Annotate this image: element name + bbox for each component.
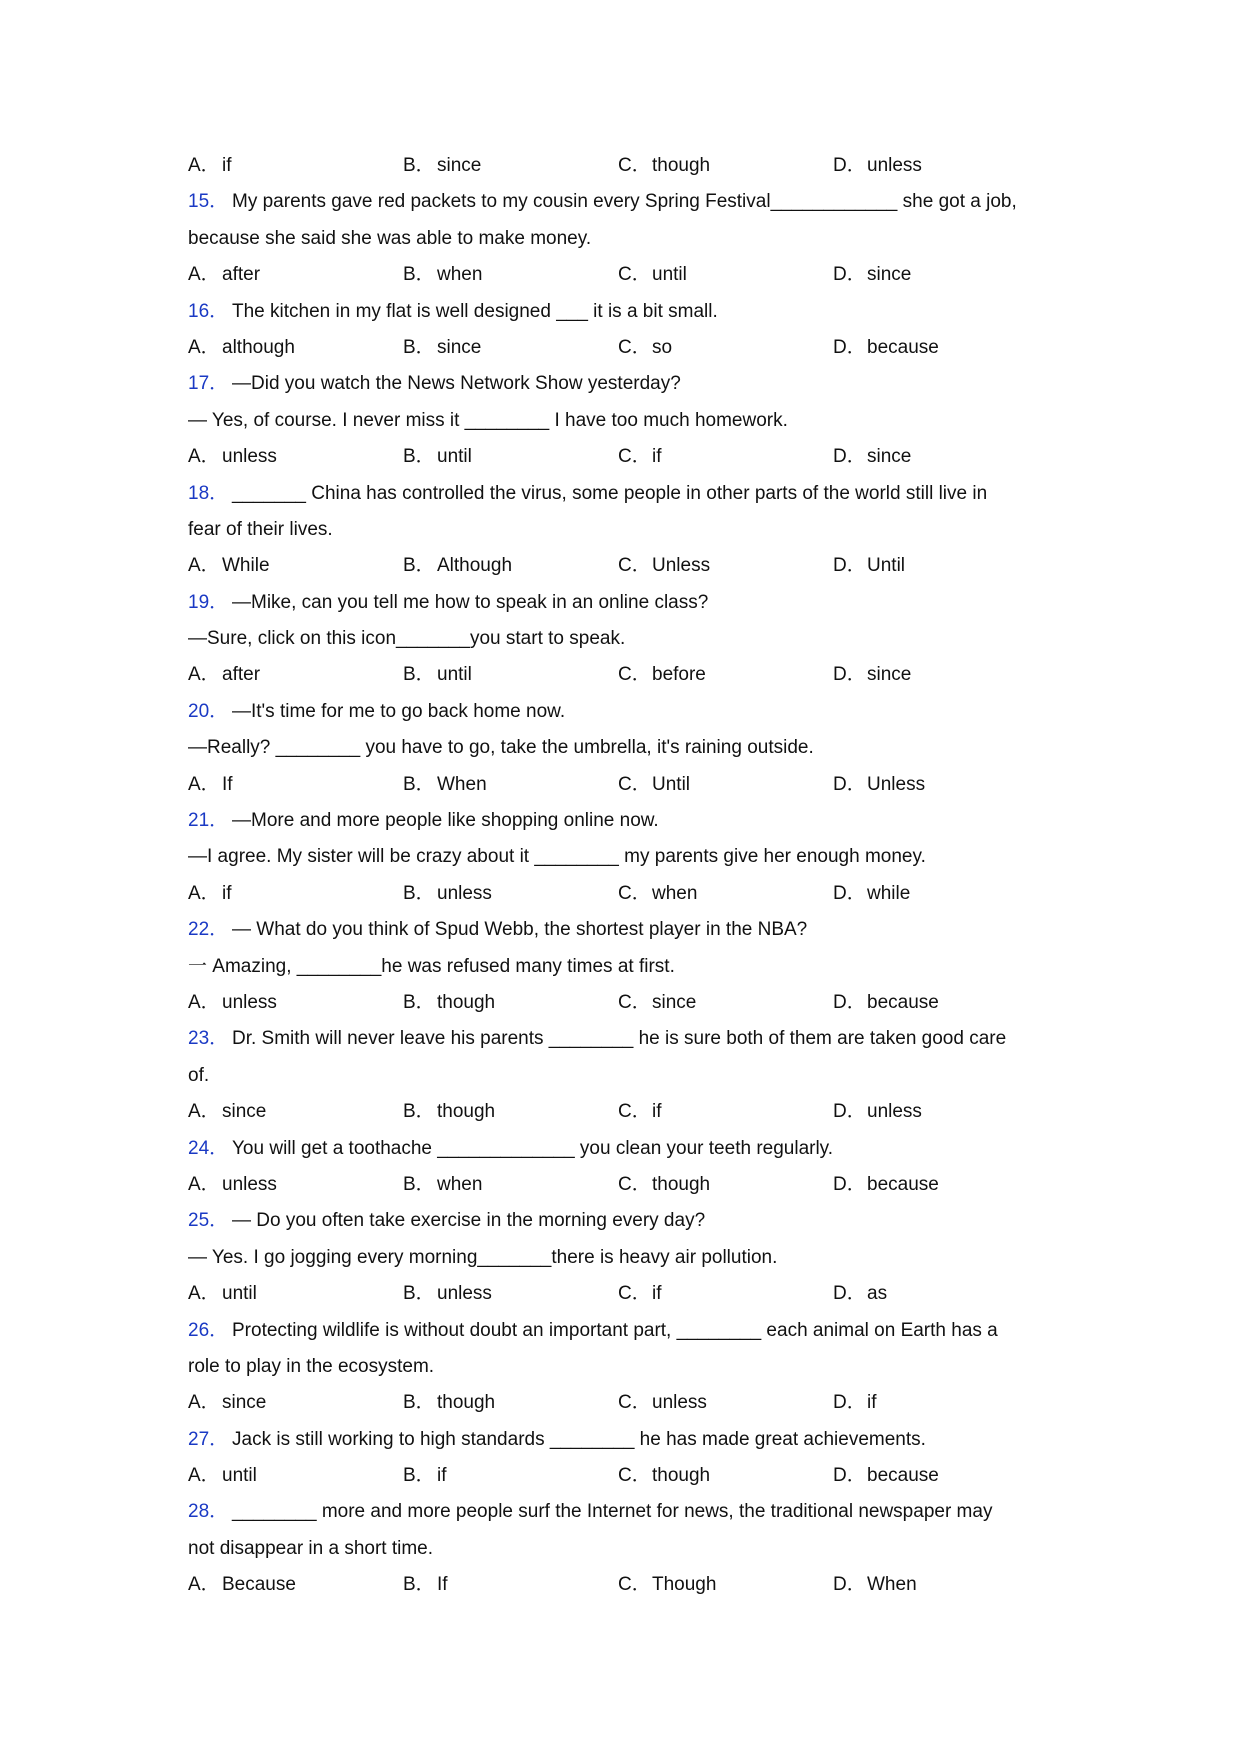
question-stem xyxy=(188,184,1058,220)
option-text: unless xyxy=(867,155,922,176)
option-b xyxy=(403,548,618,584)
option-letter: B． xyxy=(403,991,435,1013)
question-text: — Yes, of course. I never miss it ________ I have too much homework. xyxy=(188,409,788,431)
option-d xyxy=(833,1167,1048,1203)
option-text: because xyxy=(867,1465,939,1487)
option-text: Though xyxy=(652,1574,717,1596)
option-c xyxy=(618,439,833,475)
question-text: —Did you watch the News Network Show yesterday? xyxy=(232,373,681,395)
question-text: —Mike, can you tell me how to speak in an online class? xyxy=(232,591,709,613)
option-letter: D． xyxy=(833,1392,866,1414)
option-d xyxy=(833,439,1048,475)
option-letter: D． xyxy=(833,1101,866,1123)
option-text: When xyxy=(867,1574,917,1596)
question-stem xyxy=(188,912,1058,948)
option-text: unless xyxy=(652,1392,707,1414)
option-letter: A． xyxy=(188,664,220,686)
option-letter: A． xyxy=(188,1392,220,1414)
option-d xyxy=(833,985,1048,1021)
option-c xyxy=(618,1567,833,1603)
question-text: fear of their lives. xyxy=(188,518,333,540)
question-text: The kitchen in my flat is well designed ___ it is a bit small. xyxy=(232,300,718,322)
option-row xyxy=(188,985,1058,1021)
question-text: _______ China has controlled the virus, some people in other parts of the world still live in xyxy=(232,482,988,504)
option-d xyxy=(833,330,1048,366)
option-letter: C． xyxy=(618,1283,651,1305)
option-text: Unless xyxy=(867,773,926,795)
question-text: — Yes. I go jogging every morning_______there is heavy air pollution. xyxy=(188,1246,778,1268)
option-text: if xyxy=(652,1283,662,1305)
option-text: because xyxy=(867,336,939,358)
option-text: since xyxy=(867,664,912,686)
question-number: 24． xyxy=(188,1137,229,1159)
question-text: because she said she was able to make money. xyxy=(188,227,592,249)
option-text: until xyxy=(437,664,472,686)
option-a xyxy=(188,548,403,584)
option-a xyxy=(188,657,403,693)
question-number: 18． xyxy=(188,482,229,504)
option-b xyxy=(403,876,618,912)
option-text: though xyxy=(652,1173,711,1195)
option-row xyxy=(188,876,1058,912)
question-text: not disappear in a short time. xyxy=(188,1537,434,1559)
option-d xyxy=(833,876,1048,912)
question-number: 22． xyxy=(188,919,229,941)
option-a xyxy=(188,1276,403,1312)
option-letter: A． xyxy=(188,1101,220,1123)
option-d xyxy=(833,1276,1048,1312)
question-stem xyxy=(188,1422,1058,1458)
option-b xyxy=(403,985,618,1021)
option-letter: C． xyxy=(618,1574,651,1596)
option-a xyxy=(188,148,403,184)
question-text: Jack is still working to high standards ________ he has made great achievements. xyxy=(232,1428,926,1450)
question-stem-continued xyxy=(188,839,1058,875)
question-text: —Sure, click on this icon_______you start to speak. xyxy=(188,628,626,650)
option-letter: B． xyxy=(403,336,435,358)
option-text: since xyxy=(652,991,697,1013)
option-letter: B． xyxy=(403,155,435,176)
option-d xyxy=(833,257,1048,293)
option-text: because xyxy=(867,991,939,1013)
option-b xyxy=(403,1094,618,1130)
option-c xyxy=(618,1458,833,1494)
option-text: Because xyxy=(222,1574,296,1596)
option-row xyxy=(188,1276,1058,1312)
option-row xyxy=(188,148,1058,184)
question-list xyxy=(188,148,1058,1604)
option-c xyxy=(618,985,833,1021)
option-text: after xyxy=(222,264,261,286)
option-row xyxy=(188,767,1058,803)
option-letter: D． xyxy=(833,555,866,577)
option-row xyxy=(188,657,1058,693)
option-d xyxy=(833,767,1048,803)
option-text: while xyxy=(867,882,911,904)
option-text: When xyxy=(437,773,487,795)
option-row xyxy=(188,548,1058,584)
option-c xyxy=(618,148,833,184)
option-letter: B． xyxy=(403,1173,435,1195)
option-b xyxy=(403,439,618,475)
option-b xyxy=(403,148,618,184)
question-stem xyxy=(188,1313,1058,1349)
option-letter: C． xyxy=(618,336,651,358)
option-a xyxy=(188,767,403,803)
option-letter: C． xyxy=(618,1101,651,1123)
option-letter: A． xyxy=(188,264,220,286)
question-number: 28． xyxy=(188,1501,229,1523)
question-number: 25． xyxy=(188,1210,229,1232)
question-stem-continued xyxy=(188,1058,1058,1094)
option-letter: C． xyxy=(618,991,651,1013)
option-row xyxy=(188,1385,1058,1421)
option-b xyxy=(403,767,618,803)
option-text: until xyxy=(222,1465,257,1487)
option-letter: C． xyxy=(618,882,651,904)
option-d xyxy=(833,1094,1048,1130)
question-text: —I agree. My sister will be crazy about it ________ my parents give her enough money. xyxy=(188,846,926,868)
question-stem xyxy=(188,585,1058,621)
question-text: Dr. Smith will never leave his parents ________ he is sure both of them are taken good care xyxy=(232,1028,1007,1050)
option-c xyxy=(618,548,833,584)
option-d xyxy=(833,657,1048,693)
option-text: since xyxy=(867,264,912,286)
option-text: although xyxy=(222,336,295,358)
option-text: though xyxy=(652,155,711,176)
option-letter: C． xyxy=(618,1173,651,1195)
option-c xyxy=(618,257,833,293)
option-text: Until xyxy=(867,555,906,577)
question-stem xyxy=(188,694,1058,730)
question-text: role to play in the ecosystem. xyxy=(188,1355,435,1377)
option-letter: A． xyxy=(188,773,220,795)
option-text: since xyxy=(867,446,912,468)
option-a xyxy=(188,985,403,1021)
option-text: While xyxy=(222,555,270,577)
question-stem xyxy=(188,476,1058,512)
question-text: —More and more people like shopping online now. xyxy=(232,810,659,832)
option-c xyxy=(618,767,833,803)
option-letter: A． xyxy=(188,336,220,358)
option-text: since xyxy=(222,1392,267,1414)
question-stem-continued xyxy=(188,621,1058,657)
option-letter: D． xyxy=(833,155,866,176)
question-stem-continued xyxy=(188,1531,1058,1567)
option-c xyxy=(618,1167,833,1203)
option-b xyxy=(403,1567,618,1603)
option-a xyxy=(188,1167,403,1203)
option-text: if xyxy=(437,1465,447,1487)
option-b xyxy=(403,1167,618,1203)
question-number: 17． xyxy=(188,373,229,395)
option-row xyxy=(188,439,1058,475)
option-letter: C． xyxy=(618,664,651,686)
option-c xyxy=(618,330,833,366)
option-letter: A． xyxy=(188,446,220,468)
option-d xyxy=(833,1385,1048,1421)
option-letter: B． xyxy=(403,773,435,795)
question-number: 21． xyxy=(188,810,229,832)
option-letter: B． xyxy=(403,1101,435,1123)
option-letter: A． xyxy=(188,991,220,1013)
option-text: unless xyxy=(437,1283,492,1305)
question-number: 16． xyxy=(188,300,229,322)
option-text: when xyxy=(437,1173,483,1195)
option-letter: B． xyxy=(403,1392,435,1414)
option-text: after xyxy=(222,664,261,686)
option-c xyxy=(618,1094,833,1130)
option-text: if xyxy=(652,1101,662,1123)
option-letter: A． xyxy=(188,882,220,904)
question-stem xyxy=(188,1203,1058,1239)
option-letter: A． xyxy=(188,1465,220,1487)
question-text: of. xyxy=(188,1064,210,1086)
option-letter: D． xyxy=(833,1283,866,1305)
option-text: Until xyxy=(652,773,691,795)
option-letter: D． xyxy=(833,991,866,1013)
option-text: before xyxy=(652,664,706,686)
option-letter: C． xyxy=(618,555,651,577)
option-letter: D． xyxy=(833,882,866,904)
question-number: 27． xyxy=(188,1428,229,1450)
option-letter: C． xyxy=(618,1392,651,1414)
option-text: until xyxy=(222,1283,257,1305)
option-letter: D． xyxy=(833,1574,866,1596)
option-text: Unless xyxy=(652,555,711,577)
option-letter: C． xyxy=(618,446,651,468)
option-letter: B． xyxy=(403,446,435,468)
option-letter: A． xyxy=(188,1283,220,1305)
option-text: Although xyxy=(437,555,513,577)
option-letter: B． xyxy=(403,1574,435,1596)
question-stem-continued xyxy=(188,949,1058,985)
option-c xyxy=(618,876,833,912)
option-text: unless xyxy=(222,991,277,1013)
question-stem xyxy=(188,294,1058,330)
option-letter: D． xyxy=(833,336,866,358)
option-a xyxy=(188,1385,403,1421)
option-letter: B． xyxy=(403,1283,435,1305)
option-d xyxy=(833,1458,1048,1494)
question-stem-continued xyxy=(188,730,1058,766)
option-letter: D． xyxy=(833,773,866,795)
option-letter: C． xyxy=(618,264,651,286)
question-text: 一 Amazing, ________he was refused many times at first. xyxy=(188,955,675,977)
question-text: —Really? ________ you have to go, take the umbrella, it's raining outside. xyxy=(188,737,814,759)
question-number: 26． xyxy=(188,1319,229,1341)
option-b xyxy=(403,257,618,293)
option-a xyxy=(188,330,403,366)
question-text: — Do you often take exercise in the morning every day? xyxy=(232,1210,706,1232)
option-a xyxy=(188,439,403,475)
option-row xyxy=(188,1458,1058,1494)
option-b xyxy=(403,1385,618,1421)
option-a xyxy=(188,1094,403,1130)
question-number: 15． xyxy=(188,191,229,213)
option-letter: D． xyxy=(833,664,866,686)
option-text: as xyxy=(867,1283,888,1305)
option-row xyxy=(188,330,1058,366)
option-c xyxy=(618,1276,833,1312)
option-text: since xyxy=(222,1101,267,1123)
option-c xyxy=(618,1385,833,1421)
option-letter: A． xyxy=(188,155,220,176)
question-stem xyxy=(188,803,1058,839)
question-stem-continued xyxy=(188,221,1058,257)
option-text: if xyxy=(652,446,662,468)
option-letter: B． xyxy=(403,664,435,686)
option-text: until xyxy=(437,446,472,468)
option-letter: D． xyxy=(833,446,866,468)
option-letter: B． xyxy=(403,882,435,904)
option-b xyxy=(403,1458,618,1494)
option-a xyxy=(188,257,403,293)
question-text: — What do you think of Spud Webb, the shortest player in the NBA? xyxy=(232,919,808,941)
question-stem-continued xyxy=(188,512,1058,548)
option-row xyxy=(188,1167,1058,1203)
option-text: because xyxy=(867,1173,939,1195)
option-text: since xyxy=(437,336,482,358)
option-text: until xyxy=(652,264,687,286)
option-b xyxy=(403,1276,618,1312)
question-text: —It's time for me to go back home now. xyxy=(232,700,566,722)
option-text: unless xyxy=(437,882,492,904)
option-text: unless xyxy=(867,1101,922,1123)
question-stem xyxy=(188,366,1058,402)
option-letter: D． xyxy=(833,1173,866,1195)
option-row xyxy=(188,1094,1058,1130)
option-letter: B． xyxy=(403,1465,435,1487)
option-letter: A． xyxy=(188,555,220,577)
question-stem-continued xyxy=(188,403,1058,439)
option-text: since xyxy=(437,155,482,176)
option-text: unless xyxy=(222,446,277,468)
option-b xyxy=(403,657,618,693)
question-stem-continued xyxy=(188,1240,1058,1276)
option-d xyxy=(833,148,1048,184)
option-letter: C． xyxy=(618,155,651,176)
option-text: though xyxy=(437,1392,496,1414)
option-text: when xyxy=(652,882,698,904)
option-letter: B． xyxy=(403,264,435,286)
question-text: My parents gave red packets to my cousin every Spring Festival____________ she got a job, xyxy=(232,191,1017,213)
option-d xyxy=(833,548,1048,584)
option-text: if xyxy=(222,155,232,176)
option-b xyxy=(403,330,618,366)
question-stem xyxy=(188,1494,1058,1530)
option-letter: A． xyxy=(188,1574,220,1596)
question-stem xyxy=(188,1131,1058,1167)
option-text: though xyxy=(652,1465,711,1487)
option-row xyxy=(188,1567,1058,1603)
question-stem xyxy=(188,1021,1058,1057)
option-text: when xyxy=(437,264,483,286)
option-letter: B． xyxy=(403,555,435,577)
option-text: though xyxy=(437,1101,496,1123)
question-text: Protecting wildlife is without doubt an important part, ________ each animal on Earth has a xyxy=(232,1319,998,1341)
option-a xyxy=(188,1458,403,1494)
option-letter: C． xyxy=(618,773,651,795)
question-number: 19． xyxy=(188,591,229,613)
option-text: if xyxy=(222,882,232,904)
question-number: 23． xyxy=(188,1028,229,1050)
option-letter: A． xyxy=(188,1173,220,1195)
option-text: unless xyxy=(222,1173,277,1195)
option-letter: D． xyxy=(833,1465,866,1487)
option-text: though xyxy=(437,991,496,1013)
question-number: 20． xyxy=(188,700,229,722)
question-stem-continued xyxy=(188,1349,1058,1385)
option-a xyxy=(188,876,403,912)
option-c xyxy=(618,657,833,693)
option-text: If xyxy=(222,773,233,795)
option-letter: C． xyxy=(618,1465,651,1487)
option-row xyxy=(188,257,1058,293)
option-d xyxy=(833,1567,1048,1603)
option-letter: D． xyxy=(833,264,866,286)
option-a xyxy=(188,1567,403,1603)
option-text: If xyxy=(437,1574,448,1596)
question-text: You will get a toothache _____________ you clean your teeth regularly. xyxy=(232,1137,834,1159)
option-text: so xyxy=(652,336,673,358)
option-text: if xyxy=(867,1392,877,1414)
question-text: ________ more and more people surf the Internet for news, the traditional newspaper may xyxy=(232,1501,993,1523)
